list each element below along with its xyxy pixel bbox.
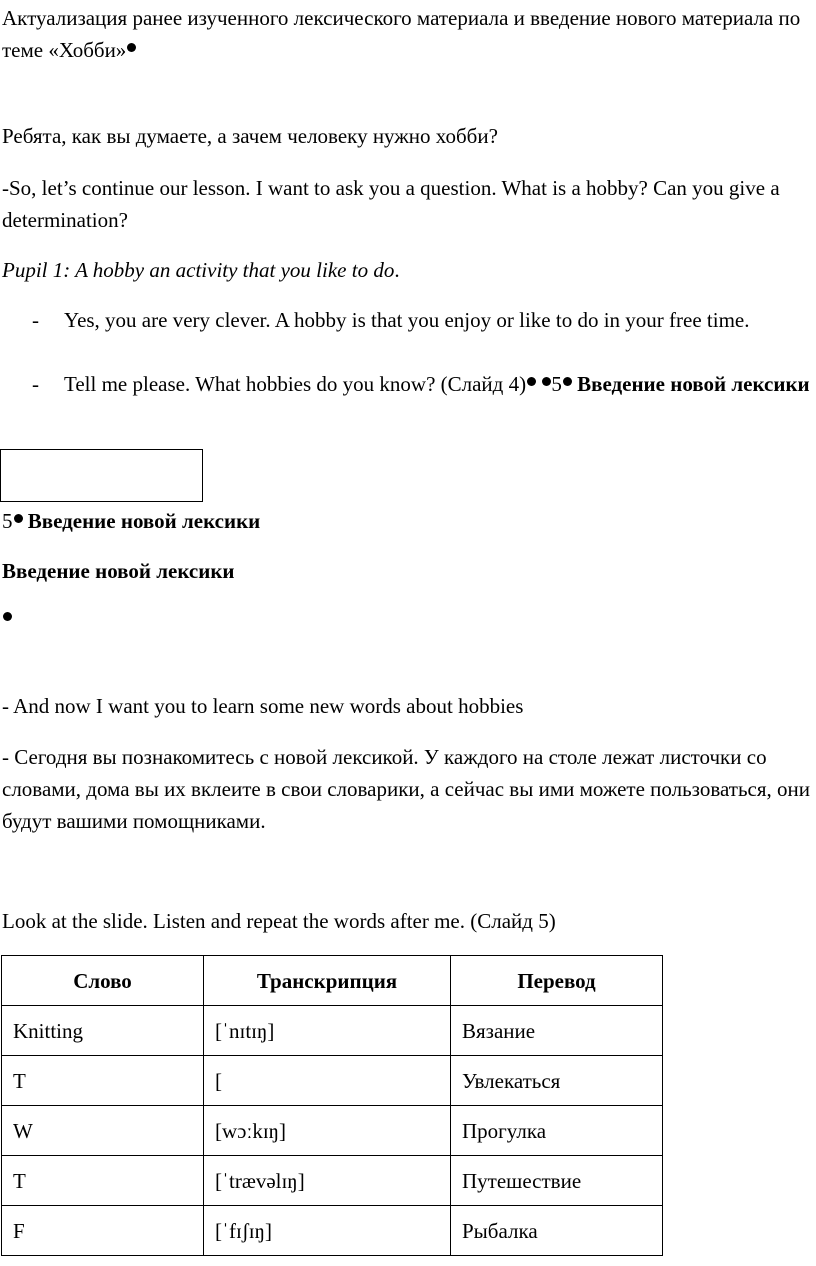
transcription-cell: [ˈnɪtɪŋ] xyxy=(204,1006,451,1056)
transcription-cell: [ˈfɪʃɪŋ] xyxy=(204,1206,451,1256)
translation-cell: Прогулка xyxy=(451,1106,663,1156)
translation-cell: Путешествие xyxy=(451,1156,663,1206)
slide-number: 5 xyxy=(551,372,562,396)
list-item-text xyxy=(64,368,812,400)
new-vocab-heading: Введение новой лексики xyxy=(2,559,235,583)
word-cell: T xyxy=(2,1056,204,1106)
table-row xyxy=(2,1156,663,1206)
transcription-cell: [ xyxy=(204,1056,451,1106)
table-row xyxy=(2,1056,663,1106)
bullet-dot-icon xyxy=(3,612,12,621)
translation-cell: Рыбалка xyxy=(451,1206,663,1256)
section-heading xyxy=(2,2,812,66)
bullet-dot-icon xyxy=(527,377,536,386)
new-vocab-heading: Введение новой лексики xyxy=(27,509,261,533)
list-item-question: Tell me please. What hobbies do you know? (Слайд 4) xyxy=(64,372,527,396)
list-item-text: Yes, you are very clever. A hobby is that you enjoy or like to do in your free time. xyxy=(64,308,750,332)
word-cell: Knitting xyxy=(2,1006,204,1056)
bullet-dot-icon xyxy=(127,43,136,52)
list-dash: - xyxy=(32,372,39,396)
table-row xyxy=(2,1106,663,1156)
word-cell: W xyxy=(2,1106,204,1156)
word-cell: F xyxy=(2,1206,204,1256)
bullet-dot-icon xyxy=(14,514,23,523)
section-heading-text: Актуализация ранее изученного лексического материала и введение нового материала по теме «Хобби» xyxy=(2,6,801,62)
table-row xyxy=(2,1006,663,1056)
pupil-answer-text: Pupil 1: A hobby an activity that you like to do xyxy=(2,258,395,282)
table-header-row xyxy=(2,956,663,1006)
header-translation: Перевод xyxy=(451,956,663,1006)
header-transcription: Транскрипция xyxy=(204,956,451,1006)
slide-number: 5 xyxy=(2,509,13,533)
table-row xyxy=(2,1206,663,1256)
translation-cell: Увлекаться xyxy=(451,1056,663,1106)
empty-frame xyxy=(0,449,203,502)
learn-words: - And now I want you to learn some new words about hobbies xyxy=(2,694,524,718)
today-paragraph: - Сегодня вы познакомитесь с новой лексикой. У каждого на столе лежат листочки со словами, дома вы их вклеите в свои словарики, а сейчас вы ими можете пользоваться, они будут вашими помощниками. xyxy=(2,745,810,833)
vocab-table xyxy=(1,955,663,1256)
transcription-cell: [ˈtrævəlɪŋ] xyxy=(204,1156,451,1206)
list-dash: - xyxy=(32,308,39,332)
bullet-line xyxy=(2,603,812,635)
slide-instruction: Look at the slide. Listen and repeat the words after me. (Слайд 5) xyxy=(2,909,556,933)
question-ru: Ребята, как вы думаете, а зачем человеку нужно хобби? xyxy=(2,124,498,148)
pupil-answer xyxy=(2,254,812,286)
bullet-dot-icon xyxy=(563,377,572,386)
translation-cell: Вязание xyxy=(451,1006,663,1056)
word-cell: T xyxy=(2,1156,204,1206)
bullet-dot-icon xyxy=(542,377,551,386)
header-word: Слово xyxy=(2,956,204,1006)
pupil-answer-period: . xyxy=(394,258,400,282)
new-vocab-heading: Введение новой лексики xyxy=(577,372,810,396)
transcription-cell: [wɔːkɪŋ] xyxy=(204,1106,451,1156)
vocab-line xyxy=(2,505,812,537)
question-en: -So, let’s continue our lesson. I want to ask you a question. What is a hobby? Can you give a determination? xyxy=(2,176,780,232)
